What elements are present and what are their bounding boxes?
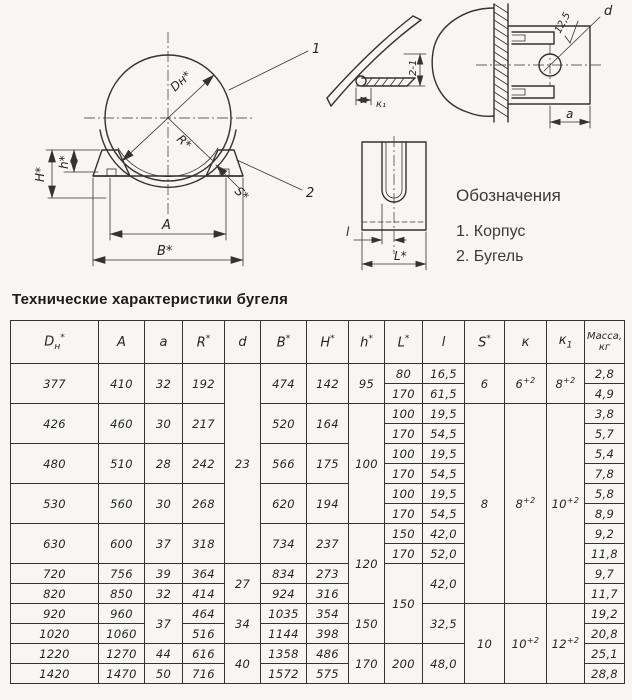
table-cell: 1035 <box>261 604 307 624</box>
table-cell: 30 <box>145 404 183 444</box>
table-cell: $6^{+2}$ <box>505 364 547 404</box>
column-header: R* <box>183 321 225 364</box>
table-cell: 61,5 <box>423 384 465 404</box>
table-cell: 8 <box>465 404 505 604</box>
column-header: a <box>145 321 183 364</box>
column-header: S* <box>465 321 505 364</box>
table-cell: 170 <box>385 544 423 564</box>
table-cell: 1420 <box>11 664 99 684</box>
table-cell: 510 <box>99 444 145 484</box>
pipe-wall-section <box>327 16 421 106</box>
table-cell: 924 <box>261 584 307 604</box>
dim-label-d: d <box>604 4 613 19</box>
table-cell: $8^{+2}$ <box>547 364 585 404</box>
table-cell: 575 <box>307 664 349 684</box>
column-header: h* <box>349 321 385 364</box>
table-cell: 1144 <box>261 624 307 644</box>
table-title: Технические характеристики бугеля <box>12 291 289 308</box>
table-cell: 273 <box>307 564 349 584</box>
table-cell: 1572 <box>261 664 307 684</box>
table-cell: 1220 <box>11 644 99 664</box>
table-cell: 4,9 <box>585 384 625 404</box>
table-row <box>11 604 625 624</box>
thickness-dimension <box>216 165 251 203</box>
table-cell: 237 <box>307 524 349 564</box>
table-cell: 100 <box>349 404 385 524</box>
table-cell: 100 <box>385 404 423 424</box>
part-leaders <box>229 42 320 201</box>
table-cell: 1060 <box>99 624 145 644</box>
table-cell: 20,8 <box>585 624 625 644</box>
table-cell: 1358 <box>261 644 307 664</box>
table-cell: 600 <box>99 524 145 564</box>
table-cell: $8^{+2}$ <box>505 404 547 604</box>
table-cell: 242 <box>183 444 225 484</box>
table-cell: 170 <box>349 644 385 684</box>
table-cell: 1020 <box>11 624 99 644</box>
table-cell: 11,8 <box>585 544 625 564</box>
table-cell: 566 <box>261 444 307 484</box>
table-cell: 364 <box>183 564 225 584</box>
table-cell: 10 <box>465 604 505 684</box>
legend-item: 2. Бугель <box>456 248 524 265</box>
table-cell: 32 <box>145 364 183 404</box>
table-cell: 1270 <box>99 644 145 664</box>
table-cell: 25,1 <box>585 644 625 664</box>
table-cell: 80 <box>385 364 423 384</box>
table-cell: 3,8 <box>585 404 625 424</box>
table-cell: 170 <box>385 504 423 524</box>
dim-label-h-small: h* <box>57 155 71 169</box>
pipe-blob <box>432 8 494 116</box>
dim-label-r: R* <box>173 131 194 152</box>
table-cell: $10^{+2}$ <box>547 404 585 604</box>
column-header: l <box>423 321 465 364</box>
table-cell: 170 <box>385 464 423 484</box>
table-cell: 920 <box>11 604 99 624</box>
table-cell: 620 <box>261 484 307 524</box>
table-cell: 734 <box>261 524 307 564</box>
table-cell: 40 <box>225 644 261 684</box>
column-header: B* <box>261 321 307 364</box>
table-cell: 28 <box>145 444 183 484</box>
roughness-label: 12,5 <box>552 10 574 36</box>
table-cell: 268 <box>183 484 225 524</box>
wall-strip <box>494 4 508 122</box>
dim-label-L: L* <box>394 249 407 263</box>
table-cell: 5,7 <box>585 424 625 444</box>
table-cell: 560 <box>99 484 145 524</box>
table-cell: 42,0 <box>423 564 465 604</box>
table-cell: 19,5 <box>423 484 465 504</box>
table-cell: 460 <box>99 404 145 444</box>
table-cell: 142 <box>307 364 349 404</box>
dim-label-h-big: H* <box>33 166 47 182</box>
table-cell: 150 <box>385 564 423 644</box>
table-cell: 54,5 <box>423 424 465 444</box>
column-header: L* <box>385 321 423 364</box>
height-dimensions <box>33 150 106 198</box>
dim-label-s: S* <box>231 183 252 204</box>
table-cell: 398 <box>307 624 349 644</box>
table-cell: 192 <box>183 364 225 404</box>
table-cell: 95 <box>349 364 385 404</box>
legend-block <box>456 186 561 269</box>
table-cell: 194 <box>307 484 349 524</box>
dim-label-l: l <box>346 225 350 239</box>
table-cell: 170 <box>385 384 423 404</box>
dim-label-a: A <box>162 218 171 233</box>
table-cell: 100 <box>385 484 423 504</box>
table-cell: 19,5 <box>423 444 465 464</box>
table-cell: 820 <box>11 584 99 604</box>
dim-label-dn: Dн* <box>167 68 194 95</box>
table-cell: 42,0 <box>423 524 465 544</box>
k1-dimension <box>356 88 386 110</box>
table-cell: 23 <box>225 364 261 564</box>
table-cell: 150 <box>385 524 423 544</box>
table-cell: 616 <box>183 644 225 664</box>
table-cell: 520 <box>261 404 307 444</box>
table-cell: 39 <box>145 564 183 584</box>
table-cell: 48,0 <box>423 644 465 684</box>
table-cell: 720 <box>11 564 99 584</box>
legend-title: Обозначения <box>456 186 561 205</box>
table-cell: 175 <box>307 444 349 484</box>
table-cell: 32 <box>145 584 183 604</box>
table-cell: 16,5 <box>423 364 465 384</box>
column-header: H* <box>307 321 349 364</box>
table-cell: 516 <box>183 624 225 644</box>
dim-label-gap: 2-1 <box>408 59 419 76</box>
drawings-panel <box>0 0 632 292</box>
table-cell: 850 <box>99 584 145 604</box>
table-cell: 474 <box>261 364 307 404</box>
table-cell: 480 <box>11 444 99 484</box>
a-dimension <box>550 106 590 128</box>
column-header: $к_1$ <box>547 321 585 364</box>
table-cell: 217 <box>183 404 225 444</box>
table-cell: 37 <box>145 604 183 644</box>
table-cell: 5,4 <box>585 444 625 464</box>
table-cell: 37 <box>145 524 183 564</box>
table-cell: 486 <box>307 644 349 664</box>
table-cell: 50 <box>145 664 183 684</box>
bracket-centerlines <box>476 44 602 86</box>
table-cell: 19,2 <box>585 604 625 624</box>
table-cell: 414 <box>183 584 225 604</box>
dim-label-a2: a <box>566 107 574 121</box>
table-cell: 377 <box>11 364 99 404</box>
table-cell: 316 <box>307 584 349 604</box>
front-view-drawing <box>6 0 336 290</box>
table-cell: 100 <box>385 444 423 464</box>
table-cell: 6 <box>465 364 505 404</box>
table-cell: 8,9 <box>585 504 625 524</box>
part-label-1: 1 <box>312 42 321 57</box>
dim-label-b: B* <box>157 244 173 259</box>
table-cell: 19,5 <box>423 404 465 424</box>
table-cell: 9,7 <box>585 564 625 584</box>
table-cell: 52,0 <box>423 544 465 564</box>
table-cell: 32,5 <box>423 604 465 644</box>
table-cell: 30 <box>145 484 183 524</box>
weld-detail-drawing <box>326 8 428 118</box>
table-cell: 27 <box>225 564 261 604</box>
dim-label-k1: к₁ <box>376 99 387 110</box>
table-cell: 200 <box>385 644 423 684</box>
table-cell: 318 <box>183 524 225 564</box>
table-cell: 54,5 <box>423 464 465 484</box>
table-cell: $12^{+2}$ <box>547 604 585 684</box>
table-cell: 960 <box>99 604 145 624</box>
l-dimension <box>346 204 406 244</box>
column-header: $D_н^*$ <box>11 321 99 364</box>
table-row <box>11 404 625 424</box>
table-cell: 834 <box>261 564 307 584</box>
weld-bead <box>356 76 366 86</box>
table-cell: 34 <box>225 604 261 644</box>
bracket-view-drawing <box>424 0 628 140</box>
table-cell: 530 <box>11 484 99 524</box>
part-label-2: 2 <box>306 186 315 201</box>
table-cell: 426 <box>11 404 99 444</box>
table-cell: 9,2 <box>585 524 625 544</box>
spec-table <box>10 320 625 684</box>
table-cell: 150 <box>349 604 385 644</box>
column-header: d <box>225 321 261 364</box>
table-row <box>11 364 625 384</box>
column-header: к <box>505 321 547 364</box>
table-cell: 1470 <box>99 664 145 684</box>
table-cell: 2,8 <box>585 364 625 384</box>
table-cell: 120 <box>349 524 385 604</box>
table-cell: 7,8 <box>585 464 625 484</box>
table-cell: 630 <box>11 524 99 564</box>
table-cell: 464 <box>183 604 225 624</box>
table-cell: 164 <box>307 404 349 444</box>
table-cell: 170 <box>385 424 423 444</box>
table-cell: 54,5 <box>423 504 465 524</box>
table-cell: 410 <box>99 364 145 404</box>
column-header: Масса, кг <box>585 321 625 364</box>
legend-item: 1. Корпус <box>456 223 526 240</box>
table-cell: 716 <box>183 664 225 684</box>
table-cell: 44 <box>145 644 183 664</box>
table-cell: 756 <box>99 564 145 584</box>
radius-dimension <box>168 118 212 160</box>
table-cell: $10^{+2}$ <box>505 604 547 684</box>
table-cell: 5,8 <box>585 484 625 504</box>
gap-dimension <box>404 54 426 86</box>
strap-plate-section <box>356 76 425 86</box>
table-cell: 11,7 <box>585 584 625 604</box>
table-cell: 28,8 <box>585 664 625 684</box>
column-header: A <box>99 321 145 364</box>
table-cell: 354 <box>307 604 349 624</box>
slot-view-drawing <box>338 136 444 278</box>
